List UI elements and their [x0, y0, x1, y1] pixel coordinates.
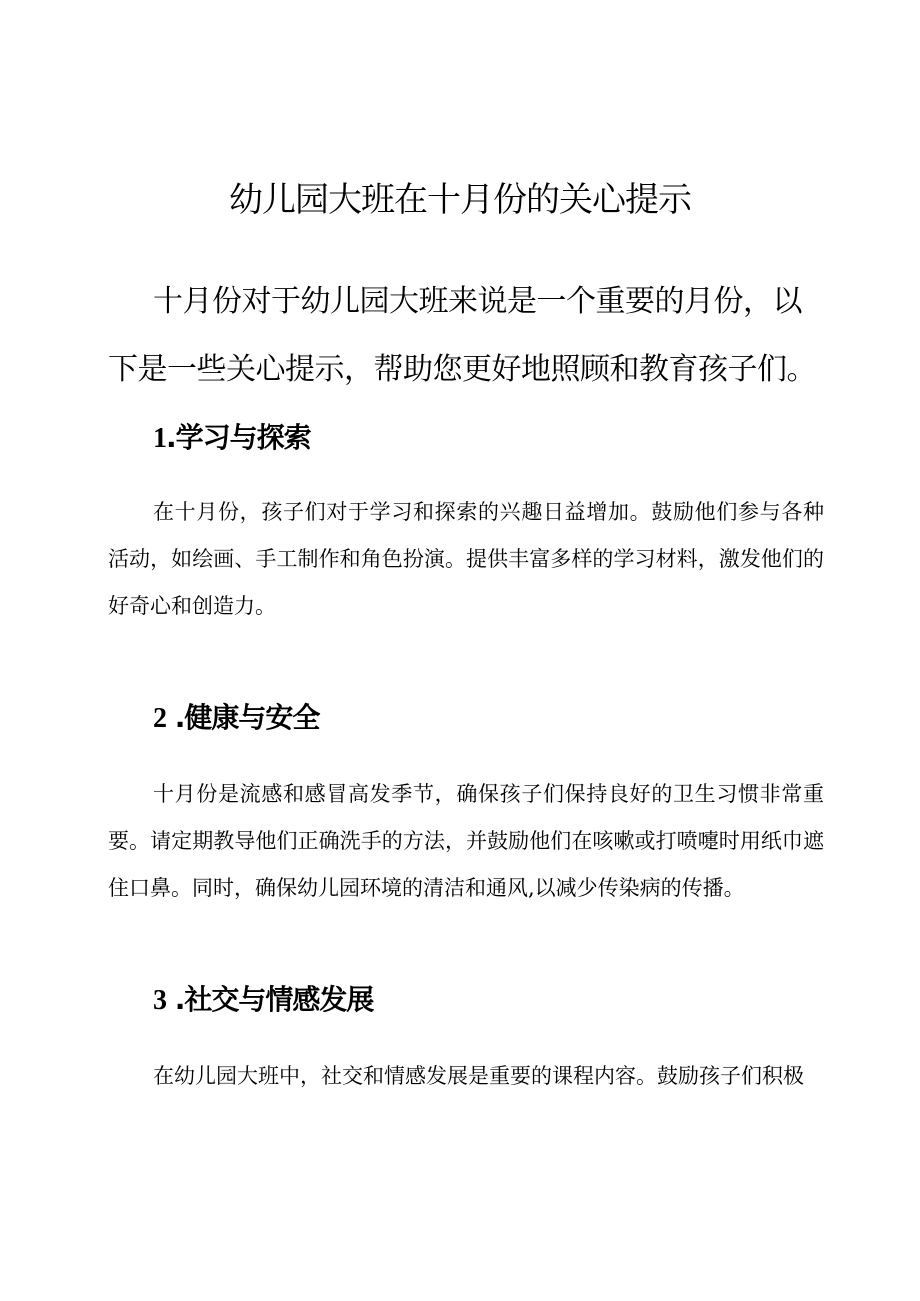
- section-body-3: 在幼儿园大班中，社交和情感发展是重要的课程内容。鼓励孩子们积极: [153, 1064, 804, 1088]
- section-separator-1: .: [166, 421, 176, 454]
- section-number-1: 1: [153, 423, 166, 454]
- section-title-3: 社交与情感发展: [184, 983, 374, 1016]
- section-separator-3: .: [166, 983, 185, 1016]
- intro-paragraph: 十月份对于幼儿园大班来说是一个重要的月份，以下是一些关心提示，帮助您更好地照顾和教育孩子们。: [108, 284, 816, 387]
- document-title: 幼儿园大班在十月份的关心提示: [229, 180, 691, 220]
- section-heading-2: [153, 698, 319, 739]
- section-title-1: 学习与探索: [175, 421, 311, 454]
- section-separator-2: .: [166, 701, 185, 734]
- section-body-1: 在十月份，孩子们对于学习和探索的兴趣日益增加。鼓励他们参与各种活动，如绘画、手工制作和角色扮演。提供丰富多样的学习材料，激发他们的好奇心和创造力。: [108, 500, 824, 618]
- section-heading-3: [153, 980, 373, 1021]
- section-body-2: 十月份是流感和感冒高发季节，确保孩子们保持良好的卫生习惯非常重要。请定期教导他们正确洗手的方法，并鼓励他们在咳嗽或打喷嚏时用纸巾遮住口鼻。同时，确保幼儿园环境的清洁和通风,以减少传染病的传播。: [108, 782, 824, 900]
- section-number-3: 3: [153, 985, 166, 1016]
- section-number-2: 2: [153, 703, 166, 734]
- section-heading-1: [153, 418, 311, 459]
- section-title-2: 健康与安全: [184, 701, 320, 734]
